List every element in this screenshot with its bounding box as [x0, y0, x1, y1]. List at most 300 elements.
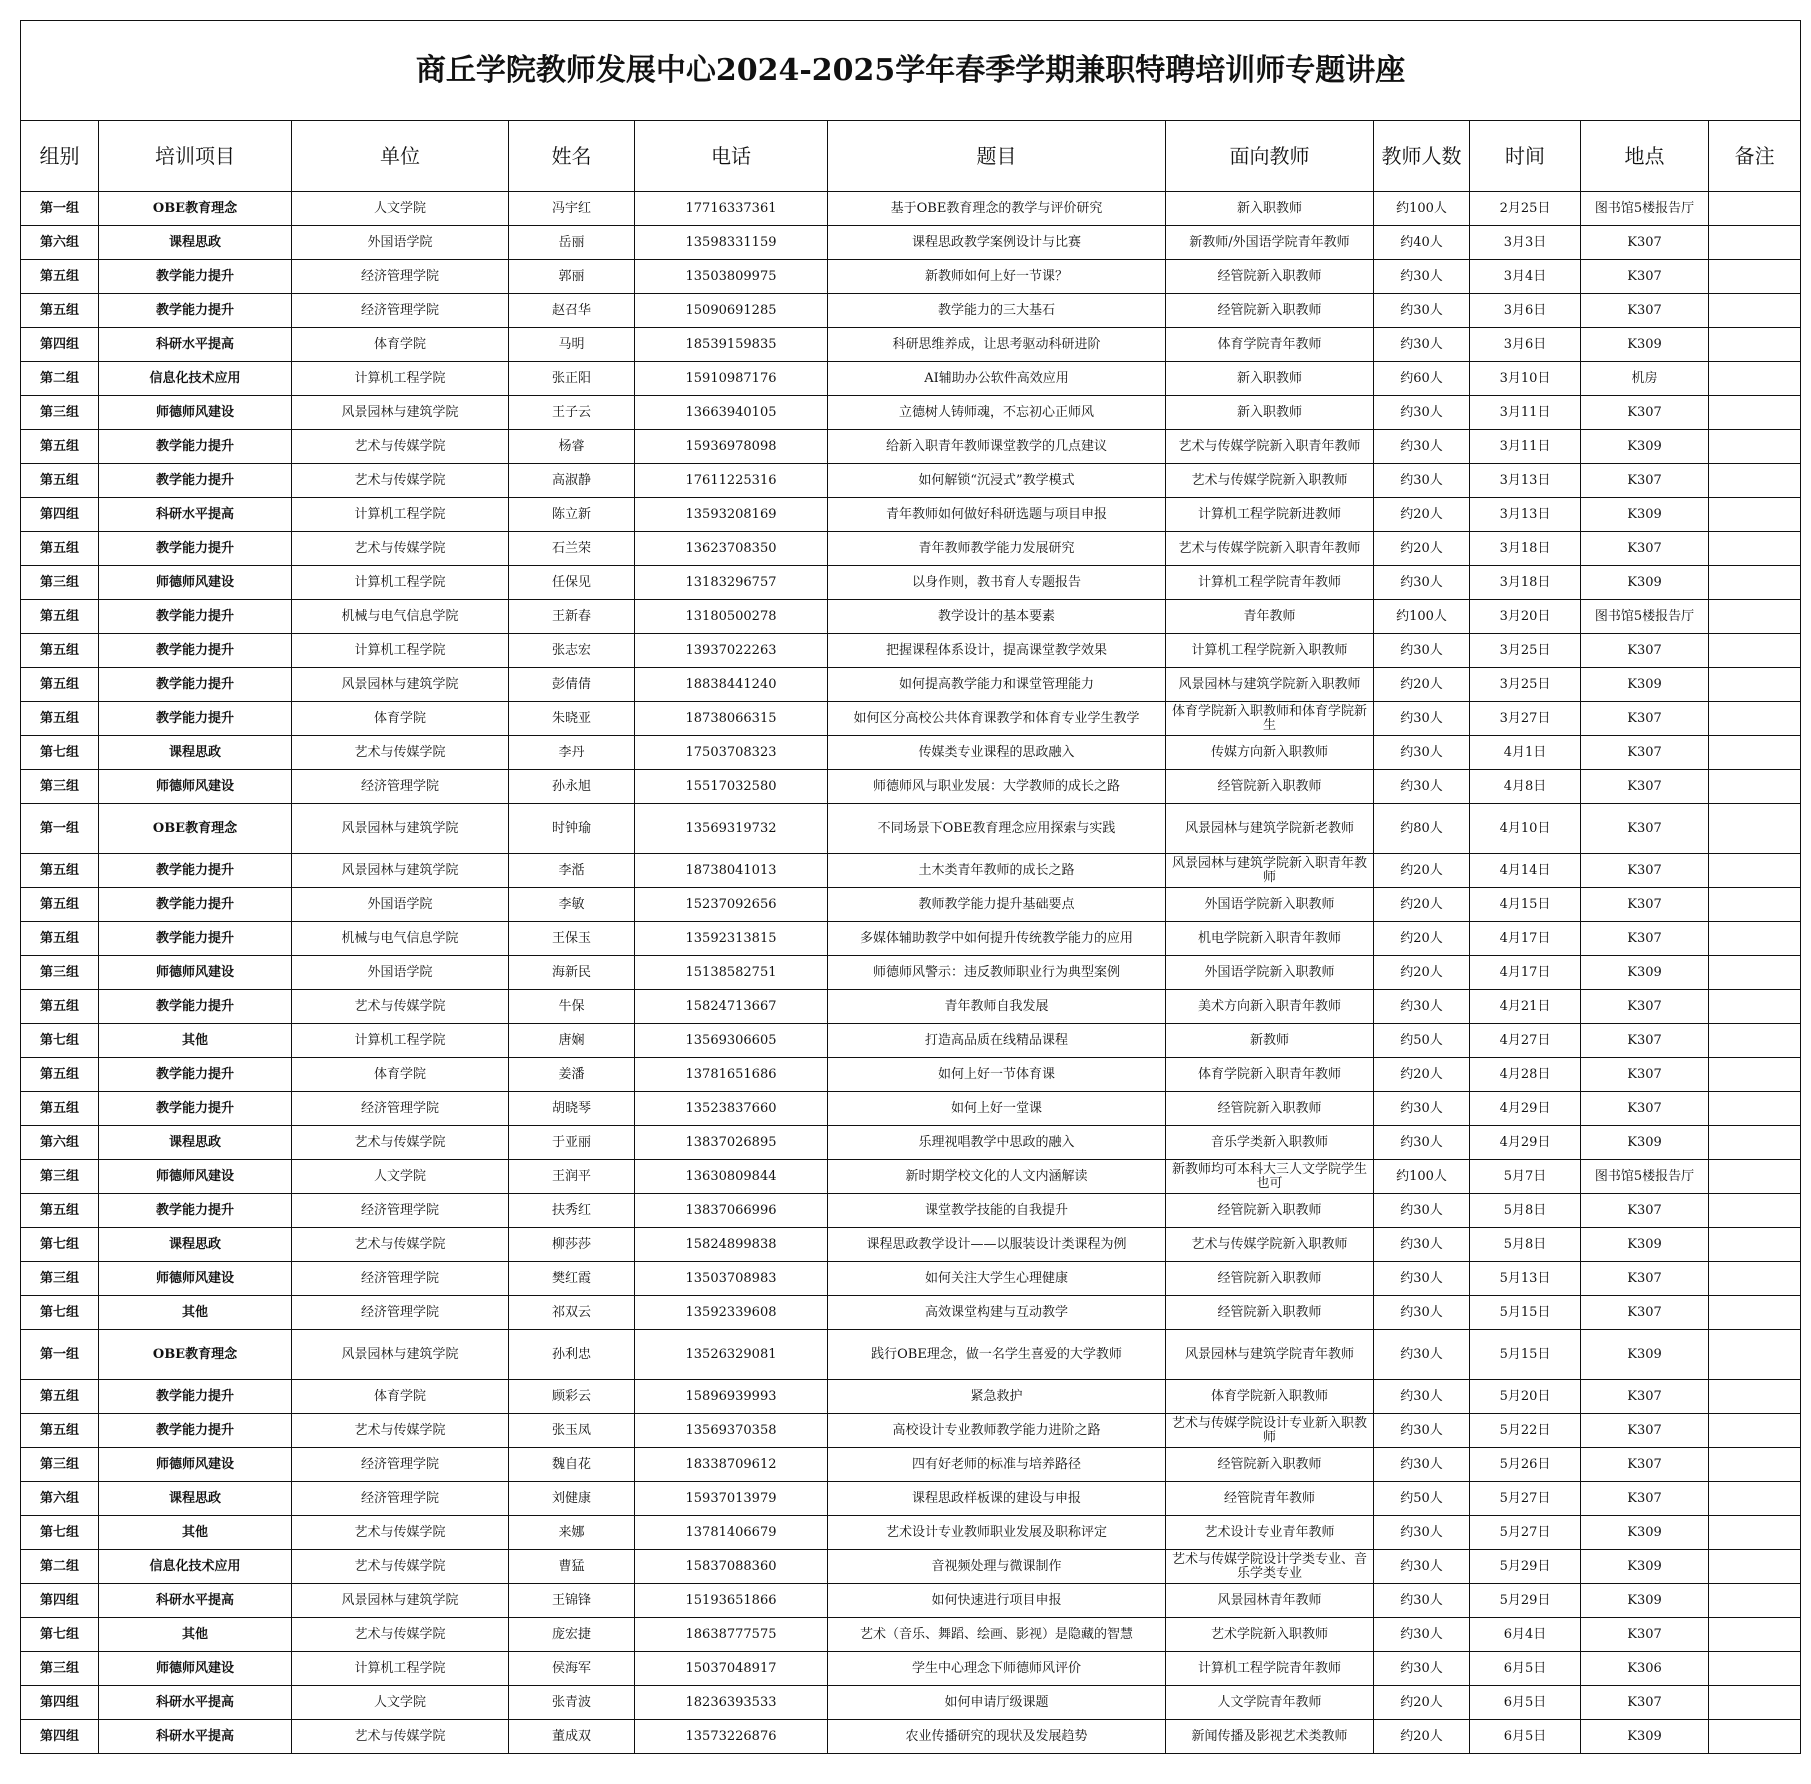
remark-cell [1709, 260, 1801, 294]
date-cell: 3月11日 [1470, 396, 1581, 430]
date-cell: 5月29日 [1470, 1584, 1581, 1618]
date-cell: 4月1日 [1470, 736, 1581, 770]
count-cell: 约30人 [1374, 1652, 1470, 1686]
location-cell: K307 [1581, 1262, 1709, 1296]
count-cell: 约30人 [1374, 1448, 1470, 1482]
lecture-schedule-table [20, 20, 1801, 1754]
audience-cell: 青年教师 [1166, 600, 1374, 634]
count-cell: 约30人 [1374, 260, 1470, 294]
audience-cell: 新入职教师 [1166, 362, 1374, 396]
location-cell: K309 [1581, 1550, 1709, 1584]
topic-cell: 给新入职青年教师课堂教学的几点建议 [828, 430, 1166, 464]
unit-cell: 艺术与传媒学院 [292, 1618, 509, 1652]
count-cell: 约30人 [1374, 1330, 1470, 1380]
phone-cell: 13503708983 [635, 1262, 828, 1296]
audience-cell: 新教师/外国语学院青年教师 [1166, 226, 1374, 260]
table-row [21, 770, 1801, 804]
phone-cell: 13781651686 [635, 1058, 828, 1092]
project-cell: 教学能力提升 [99, 854, 292, 888]
unit-cell: 体育学院 [292, 1058, 509, 1092]
group-cell: 第四组 [21, 1584, 99, 1618]
count-cell: 约20人 [1374, 854, 1470, 888]
unit-cell: 风景园林与建筑学院 [292, 854, 509, 888]
count-cell: 约50人 [1374, 1482, 1470, 1516]
project-cell: 教学能力提升 [99, 888, 292, 922]
phone-cell: 13630809844 [635, 1160, 828, 1194]
topic-cell: 农业传播研究的现状及发展趋势 [828, 1720, 1166, 1754]
group-cell: 第五组 [21, 532, 99, 566]
count-cell: 约20人 [1374, 956, 1470, 990]
unit-cell: 人文学院 [292, 1686, 509, 1720]
unit-cell: 经济管理学院 [292, 1482, 509, 1516]
group-cell: 第五组 [21, 1058, 99, 1092]
date-cell: 3月25日 [1470, 634, 1581, 668]
count-cell: 约60人 [1374, 362, 1470, 396]
date-cell: 4月15日 [1470, 888, 1581, 922]
project-cell: 教学能力提升 [99, 294, 292, 328]
date-cell: 5月8日 [1470, 1228, 1581, 1262]
project-cell: 师德师风建设 [99, 1448, 292, 1482]
phone-cell: 17503708323 [635, 736, 828, 770]
topic-cell: 立德树人铸师魂，不忘初心正师风 [828, 396, 1166, 430]
date-cell: 3月20日 [1470, 600, 1581, 634]
date-cell: 5月27日 [1470, 1516, 1581, 1550]
remark-cell [1709, 226, 1801, 260]
col-date-header: 时间 [1470, 121, 1581, 192]
group-cell: 第三组 [21, 1652, 99, 1686]
audience-cell: 艺术与传媒学院新入职青年教师 [1166, 532, 1374, 566]
remark-cell [1709, 464, 1801, 498]
phone-cell: 15936978098 [635, 430, 828, 464]
unit-cell: 计算机工程学院 [292, 566, 509, 600]
project-cell: 教学能力提升 [99, 260, 292, 294]
col-phone-header: 电话 [635, 121, 828, 192]
name-cell: 祁双云 [509, 1296, 635, 1330]
phone-cell: 15237092656 [635, 888, 828, 922]
topic-cell: 学生中心理念下师德师风评价 [828, 1652, 1166, 1686]
phone-cell: 15837088360 [635, 1550, 828, 1584]
phone-cell: 15896939993 [635, 1380, 828, 1414]
topic-cell: 教学能力的三大基石 [828, 294, 1166, 328]
remark-cell [1709, 956, 1801, 990]
date-cell: 3月18日 [1470, 532, 1581, 566]
remark-cell [1709, 532, 1801, 566]
col-topic-header: 题目 [828, 121, 1166, 192]
topic-cell: 青年教师自我发展 [828, 990, 1166, 1024]
unit-cell: 计算机工程学院 [292, 498, 509, 532]
date-cell: 3月11日 [1470, 430, 1581, 464]
project-cell: OBE教育理念 [99, 192, 292, 226]
table-row [21, 888, 1801, 922]
audience-cell: 风景园林与建筑学院新入职青年教师 [1166, 854, 1374, 888]
location-cell: K307 [1581, 260, 1709, 294]
audience-cell: 计算机工程学院青年教师 [1166, 566, 1374, 600]
phone-cell: 18236393533 [635, 1686, 828, 1720]
group-cell: 第七组 [21, 1516, 99, 1550]
topic-cell: 课程思政教学设计——以服装设计类课程为例 [828, 1228, 1166, 1262]
remark-cell [1709, 1550, 1801, 1584]
location-cell: K309 [1581, 328, 1709, 362]
count-cell: 约40人 [1374, 226, 1470, 260]
count-cell: 约30人 [1374, 1092, 1470, 1126]
audience-cell: 计算机工程学院新进教师 [1166, 498, 1374, 532]
date-cell: 5月7日 [1470, 1160, 1581, 1194]
location-cell: K307 [1581, 294, 1709, 328]
location-cell: K309 [1581, 1516, 1709, 1550]
topic-cell: 艺术设计专业教师职业发展及职称评定 [828, 1516, 1166, 1550]
topic-cell: 高校设计专业教师教学能力进阶之路 [828, 1414, 1166, 1448]
name-cell: 李丹 [509, 736, 635, 770]
audience-cell: 美术方向新入职青年教师 [1166, 990, 1374, 1024]
count-cell: 约30人 [1374, 294, 1470, 328]
remark-cell [1709, 1024, 1801, 1058]
phone-cell: 15193651866 [635, 1584, 828, 1618]
date-cell: 4月29日 [1470, 1092, 1581, 1126]
project-cell: 科研水平提高 [99, 1584, 292, 1618]
project-cell: 师德师风建设 [99, 956, 292, 990]
audience-cell: 音乐学类新入职教师 [1166, 1126, 1374, 1160]
unit-cell: 体育学院 [292, 702, 509, 736]
phone-cell: 15517032580 [635, 770, 828, 804]
phone-cell: 13503809975 [635, 260, 828, 294]
remark-cell [1709, 1584, 1801, 1618]
audience-cell: 经管院新入职教师 [1166, 1296, 1374, 1330]
project-cell: 课程思政 [99, 736, 292, 770]
project-cell: 师德师风建设 [99, 770, 292, 804]
topic-cell: 如何上好一节体育课 [828, 1058, 1166, 1092]
location-cell: K309 [1581, 498, 1709, 532]
unit-cell: 艺术与传媒学院 [292, 430, 509, 464]
project-cell: 教学能力提升 [99, 430, 292, 464]
date-cell: 4月14日 [1470, 854, 1581, 888]
topic-cell: 如何快速进行项目申报 [828, 1584, 1166, 1618]
topic-cell: 如何提高教学能力和课堂管理能力 [828, 668, 1166, 702]
audience-cell: 风景园林与建筑学院新老教师 [1166, 804, 1374, 854]
count-cell: 约30人 [1374, 770, 1470, 804]
phone-cell: 13623708350 [635, 532, 828, 566]
location-cell: K307 [1581, 1380, 1709, 1414]
group-cell: 第三组 [21, 1448, 99, 1482]
project-cell: 课程思政 [99, 1482, 292, 1516]
unit-cell: 人文学院 [292, 1160, 509, 1194]
name-cell: 彭倩倩 [509, 668, 635, 702]
location-cell: K307 [1581, 1686, 1709, 1720]
phone-cell: 15138582751 [635, 956, 828, 990]
table-row [21, 1482, 1801, 1516]
remark-cell [1709, 600, 1801, 634]
name-cell: 时钟瑜 [509, 804, 635, 854]
count-cell: 约30人 [1374, 736, 1470, 770]
remark-cell [1709, 362, 1801, 396]
audience-cell: 新闻传播及影视艺术类教师 [1166, 1720, 1374, 1754]
remark-cell [1709, 1160, 1801, 1194]
table-row [21, 498, 1801, 532]
unit-cell: 经济管理学院 [292, 1194, 509, 1228]
name-cell: 岳丽 [509, 226, 635, 260]
remark-cell [1709, 1092, 1801, 1126]
audience-cell: 体育学院新入职教师 [1166, 1380, 1374, 1414]
phone-cell: 13937022263 [635, 634, 828, 668]
table-row [21, 1092, 1801, 1126]
audience-cell: 艺术与传媒学院设计学类专业、音乐学类专业 [1166, 1550, 1374, 1584]
unit-cell: 机械与电气信息学院 [292, 922, 509, 956]
unit-cell: 艺术与传媒学院 [292, 1550, 509, 1584]
table-row [21, 1516, 1801, 1550]
table-row [21, 804, 1801, 854]
project-cell: 教学能力提升 [99, 1414, 292, 1448]
phone-cell: 13593208169 [635, 498, 828, 532]
phone-cell: 13598331159 [635, 226, 828, 260]
location-cell: K307 [1581, 1414, 1709, 1448]
date-cell: 3月27日 [1470, 702, 1581, 736]
project-cell: 教学能力提升 [99, 1058, 292, 1092]
audience-cell: 新教师均可本科大三人文学院学生也可 [1166, 1160, 1374, 1194]
unit-cell: 计算机工程学院 [292, 634, 509, 668]
phone-cell: 13663940105 [635, 396, 828, 430]
count-cell: 约50人 [1374, 1024, 1470, 1058]
name-cell: 侯海军 [509, 1652, 635, 1686]
group-cell: 第二组 [21, 362, 99, 396]
phone-cell: 13526329081 [635, 1330, 828, 1380]
count-cell: 约20人 [1374, 532, 1470, 566]
remark-cell [1709, 1380, 1801, 1414]
phone-cell: 17611225316 [635, 464, 828, 498]
remark-cell [1709, 294, 1801, 328]
table-row [21, 668, 1801, 702]
count-cell: 约30人 [1374, 1516, 1470, 1550]
audience-cell: 新入职教师 [1166, 192, 1374, 226]
location-cell: K307 [1581, 1024, 1709, 1058]
remark-cell [1709, 804, 1801, 854]
name-cell: 张玉凤 [509, 1414, 635, 1448]
date-cell: 5月13日 [1470, 1262, 1581, 1296]
date-cell: 4月17日 [1470, 922, 1581, 956]
topic-cell: 青年教师如何做好科研选题与项目申报 [828, 498, 1166, 532]
remark-cell [1709, 888, 1801, 922]
unit-cell: 体育学院 [292, 1380, 509, 1414]
count-cell: 约30人 [1374, 1296, 1470, 1330]
group-cell: 第五组 [21, 430, 99, 464]
phone-cell: 15824713667 [635, 990, 828, 1024]
group-cell: 第五组 [21, 260, 99, 294]
audience-cell: 体育学院新入职青年教师 [1166, 1058, 1374, 1092]
date-cell: 4月17日 [1470, 956, 1581, 990]
remark-cell [1709, 1262, 1801, 1296]
group-cell: 第五组 [21, 1380, 99, 1414]
sheet-title: 商丘学院教师发展中心2024-2025学年春季学期兼职特聘培训师专题讲座 [21, 21, 1801, 121]
table-row [21, 600, 1801, 634]
name-cell: 海新民 [509, 956, 635, 990]
audience-cell: 外国语学院新入职教师 [1166, 888, 1374, 922]
topic-cell: 紧急救护 [828, 1380, 1166, 1414]
unit-cell: 体育学院 [292, 328, 509, 362]
date-cell: 4月27日 [1470, 1024, 1581, 1058]
remark-cell [1709, 1296, 1801, 1330]
name-cell: 来娜 [509, 1516, 635, 1550]
unit-cell: 计算机工程学院 [292, 1024, 509, 1058]
location-cell: K307 [1581, 532, 1709, 566]
name-cell: 郭丽 [509, 260, 635, 294]
remark-cell [1709, 328, 1801, 362]
date-cell: 4月28日 [1470, 1058, 1581, 1092]
project-cell: 教学能力提升 [99, 990, 292, 1024]
count-cell: 约30人 [1374, 1414, 1470, 1448]
phone-cell: 13569319732 [635, 804, 828, 854]
project-cell: 教学能力提升 [99, 1380, 292, 1414]
location-cell: 图书馆5楼报告厅 [1581, 192, 1709, 226]
table-row [21, 1448, 1801, 1482]
group-cell: 第四组 [21, 328, 99, 362]
topic-cell: 乐理视唱教学中思政的融入 [828, 1126, 1166, 1160]
table-row [21, 1618, 1801, 1652]
audience-cell: 体育学院新入职教师和体育学院新生 [1166, 702, 1374, 736]
project-cell: 教学能力提升 [99, 600, 292, 634]
audience-cell: 艺术与传媒学院设计专业新入职教师 [1166, 1414, 1374, 1448]
name-cell: 李敏 [509, 888, 635, 922]
location-cell: K307 [1581, 770, 1709, 804]
location-cell: K307 [1581, 1296, 1709, 1330]
unit-cell: 经济管理学院 [292, 1296, 509, 1330]
topic-cell: 音视频处理与微课制作 [828, 1550, 1166, 1584]
table-row [21, 396, 1801, 430]
unit-cell: 艺术与传媒学院 [292, 1516, 509, 1550]
date-cell: 4月29日 [1470, 1126, 1581, 1160]
project-cell: 教学能力提升 [99, 464, 292, 498]
group-cell: 第四组 [21, 1686, 99, 1720]
topic-cell: 青年教师教学能力发展研究 [828, 532, 1166, 566]
location-cell: K309 [1581, 1126, 1709, 1160]
date-cell: 3月13日 [1470, 498, 1581, 532]
remark-cell [1709, 1228, 1801, 1262]
project-cell: 教学能力提升 [99, 634, 292, 668]
group-cell: 第七组 [21, 1296, 99, 1330]
group-cell: 第五组 [21, 464, 99, 498]
group-cell: 第二组 [21, 1550, 99, 1584]
count-cell: 约30人 [1374, 430, 1470, 464]
unit-cell: 艺术与传媒学院 [292, 1126, 509, 1160]
name-cell: 马明 [509, 328, 635, 362]
count-cell: 约20人 [1374, 1686, 1470, 1720]
project-cell: 教学能力提升 [99, 532, 292, 566]
name-cell: 朱晓亚 [509, 702, 635, 736]
topic-cell: 如何区分高校公共体育课教学和体育专业学生教学 [828, 702, 1166, 736]
remark-cell [1709, 1686, 1801, 1720]
audience-cell: 经管院新入职教师 [1166, 260, 1374, 294]
name-cell: 刘健康 [509, 1482, 635, 1516]
location-cell: K309 [1581, 956, 1709, 990]
location-cell: K307 [1581, 702, 1709, 736]
location-cell: 图书馆5楼报告厅 [1581, 1160, 1709, 1194]
name-cell: 赵召华 [509, 294, 635, 328]
date-cell: 3月3日 [1470, 226, 1581, 260]
date-cell: 4月8日 [1470, 770, 1581, 804]
project-cell: 教学能力提升 [99, 922, 292, 956]
table-row [21, 922, 1801, 956]
name-cell: 李湉 [509, 854, 635, 888]
table-row [21, 736, 1801, 770]
remark-cell [1709, 1652, 1801, 1686]
name-cell: 董成双 [509, 1720, 635, 1754]
group-cell: 第三组 [21, 566, 99, 600]
topic-cell: 教学设计的基本要素 [828, 600, 1166, 634]
project-cell: OBE教育理念 [99, 804, 292, 854]
name-cell: 王保玉 [509, 922, 635, 956]
date-cell: 6月4日 [1470, 1618, 1581, 1652]
phone-cell: 13569370358 [635, 1414, 828, 1448]
name-cell: 陈立新 [509, 498, 635, 532]
topic-cell: 课堂教学技能的自我提升 [828, 1194, 1166, 1228]
unit-cell: 艺术与传媒学院 [292, 990, 509, 1024]
location-cell: K307 [1581, 804, 1709, 854]
group-cell: 第六组 [21, 226, 99, 260]
remark-cell [1709, 1330, 1801, 1380]
topic-cell: 教师教学能力提升基础要点 [828, 888, 1166, 922]
date-cell: 5月26日 [1470, 1448, 1581, 1482]
topic-cell: 四有好老师的标准与培养路径 [828, 1448, 1166, 1482]
table-row [21, 1550, 1801, 1584]
date-cell: 5月29日 [1470, 1550, 1581, 1584]
name-cell: 王润平 [509, 1160, 635, 1194]
remark-cell [1709, 736, 1801, 770]
audience-cell: 艺术与传媒学院新入职青年教师 [1166, 430, 1374, 464]
project-cell: 师德师风建设 [99, 1262, 292, 1296]
remark-cell [1709, 566, 1801, 600]
audience-cell: 风景园林青年教师 [1166, 1584, 1374, 1618]
date-cell: 4月21日 [1470, 990, 1581, 1024]
remark-cell [1709, 770, 1801, 804]
table-row [21, 1414, 1801, 1448]
location-cell: K307 [1581, 888, 1709, 922]
audience-cell: 艺术与传媒学院新入职教师 [1166, 1228, 1374, 1262]
audience-cell: 艺术学院新入职教师 [1166, 1618, 1374, 1652]
project-cell: 教学能力提升 [99, 668, 292, 702]
unit-cell: 经济管理学院 [292, 294, 509, 328]
date-cell: 5月27日 [1470, 1482, 1581, 1516]
count-cell: 约30人 [1374, 396, 1470, 430]
table-row [21, 532, 1801, 566]
group-cell: 第三组 [21, 770, 99, 804]
date-cell: 5月20日 [1470, 1380, 1581, 1414]
table-row [21, 634, 1801, 668]
date-cell: 6月5日 [1470, 1652, 1581, 1686]
remark-cell [1709, 1194, 1801, 1228]
name-cell: 曹猛 [509, 1550, 635, 1584]
topic-cell: 把握课程体系设计，提高课堂教学效果 [828, 634, 1166, 668]
unit-cell: 艺术与传媒学院 [292, 1720, 509, 1754]
unit-cell: 风景园林与建筑学院 [292, 804, 509, 854]
location-cell: K309 [1581, 1228, 1709, 1262]
group-cell: 第七组 [21, 736, 99, 770]
topic-cell: 土木类青年教师的成长之路 [828, 854, 1166, 888]
table-row [21, 1160, 1801, 1194]
col-project-header: 培训项目 [99, 121, 292, 192]
phone-cell: 13837066996 [635, 1194, 828, 1228]
count-cell: 约30人 [1374, 634, 1470, 668]
unit-cell: 风景园林与建筑学院 [292, 1330, 509, 1380]
group-cell: 第一组 [21, 192, 99, 226]
audience-cell: 计算机工程学院青年教师 [1166, 1652, 1374, 1686]
name-cell: 樊红霞 [509, 1262, 635, 1296]
name-cell: 孙利忠 [509, 1330, 635, 1380]
name-cell: 胡晓琴 [509, 1092, 635, 1126]
location-cell: K307 [1581, 226, 1709, 260]
location-cell: K307 [1581, 1092, 1709, 1126]
count-cell: 约80人 [1374, 804, 1470, 854]
count-cell: 约30人 [1374, 990, 1470, 1024]
topic-cell: 课程思政教学案例设计与比赛 [828, 226, 1166, 260]
location-cell: K309 [1581, 430, 1709, 464]
project-cell: 师德师风建设 [99, 1652, 292, 1686]
